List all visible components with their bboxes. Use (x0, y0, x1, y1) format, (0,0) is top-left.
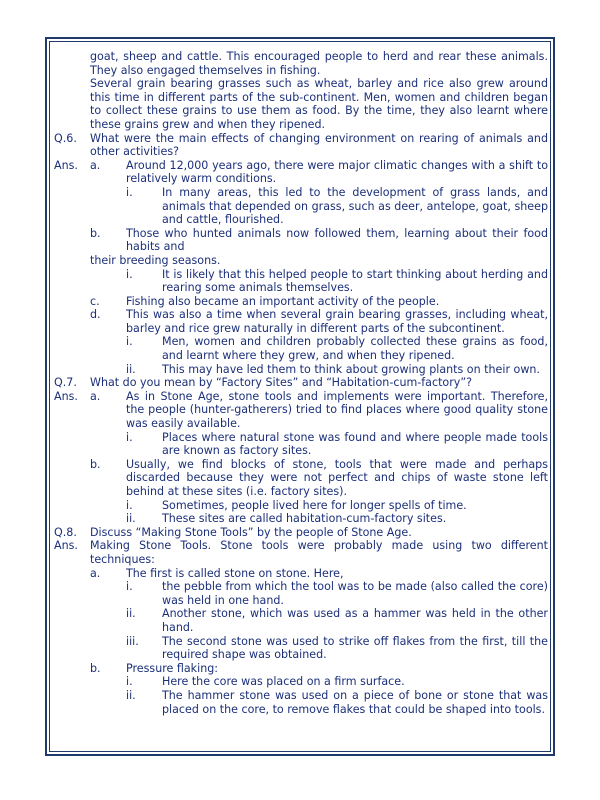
sub-text: In many areas, this led to the development of grass lands, and animals that depended on grass, such as deer, antelope, goat, sheep and cattle, flourished. (162, 185, 548, 227)
answer-label: Ans. (54, 158, 78, 172)
sub-item (54, 363, 548, 377)
question-8 (54, 526, 548, 540)
sub-item (54, 675, 548, 689)
sub-marker: i. (126, 185, 133, 199)
answer-item (54, 662, 548, 676)
answer-label: Ans. (54, 389, 78, 403)
sub-marker: iii. (126, 634, 139, 648)
sub-item (54, 499, 548, 513)
sub-text: The second stone was used to strike off flakes from the first, till the required shape was obtained. (162, 634, 548, 662)
sub-item (54, 607, 548, 634)
item-continuation: their breeding seasons. (90, 253, 221, 267)
sub-text: It is likely that this helped people to start thinking about herding and rearing some animals themselves. (162, 267, 548, 295)
sub-text: Places where natural stone was found and where people made tools are known as factory sites. (162, 430, 548, 458)
question-text: What do you mean by “Factory Sites” and “Habitation-cum-factory”? (90, 376, 472, 390)
question-number: Q.8. (54, 525, 77, 539)
item-text: Fishing also became an important activity of the people. (126, 294, 440, 308)
sub-text: Here the core was placed on a firm surface. (162, 675, 405, 689)
paragraph: goat, sheep and cattle. This encouraged people to herd and rear these animals. They also engaged themselves in fishing. (90, 50, 548, 77)
sub-marker: ii. (126, 607, 136, 621)
item-text: The first is called stone on stone. Here, (126, 566, 344, 580)
sub-text: The hammer stone was used on a piece of bone or stone that was placed on the core, to remove flakes that could be shaped into tools. (162, 688, 548, 716)
answer-item (54, 458, 548, 499)
sub-item (54, 512, 548, 526)
answer-text: Making Stone Tools. Stone tools were probably made using two different techniques: (90, 539, 548, 566)
answer-item (54, 227, 548, 254)
sub-text: These sites are called habitation-cum-factory sites. (162, 512, 447, 526)
item-marker: a. (90, 389, 101, 403)
item-text: Those who hunted animals now followed them, learning about their food habits and (126, 226, 548, 254)
answer-item (54, 308, 548, 335)
item-text: This was also a time when several grain bearing grasses, including wheat, barley and rice grew naturally in different parts of the subcontinent. (126, 308, 548, 335)
item-marker: c. (90, 294, 100, 308)
item-marker: b. (90, 457, 101, 471)
question-number: Q.7. (54, 376, 77, 390)
answer-intro (54, 539, 548, 566)
sub-item (54, 635, 548, 662)
item-text: Pressure flaking: (126, 661, 218, 675)
item-marker: a. (90, 158, 101, 172)
answer-item (54, 159, 548, 186)
sub-text: Sometimes, people lived here for longer spells of time. (162, 498, 467, 512)
answer-label: Ans. (54, 539, 78, 553)
paragraph: Several grain bearing grasses such as wheat, barley and rice also grew around this time in different parts of the sub-continent. Men, women and children began to collect these grains to use them as food. By the time, they also learnt where these grains grew and when they ripened. (90, 77, 548, 131)
sub-marker: i. (126, 267, 133, 281)
answer-item (54, 567, 548, 581)
item-text: As in Stone Age, stone tools and implements were important. Therefore, the people (hunter-gatherers) tried to find places where good quality stone was easily available. (126, 389, 548, 431)
document-body (54, 50, 548, 716)
question-6 (54, 132, 548, 159)
sub-marker: i. (126, 675, 133, 689)
sub-marker: i. (126, 430, 133, 444)
question-7 (54, 376, 548, 390)
sub-item (54, 689, 548, 716)
item-marker: b. (90, 226, 101, 240)
sub-item (54, 268, 548, 295)
sub-marker: ii. (126, 362, 136, 376)
answer-item (54, 295, 548, 309)
item-marker: a. (90, 566, 101, 580)
question-number: Q.6. (54, 131, 77, 145)
sub-marker: i. (126, 335, 133, 349)
question-text: What were the main effects of changing environment on rearing of animals and other activities? (90, 131, 548, 159)
sub-marker: i. (126, 580, 133, 594)
sub-text: This may have led them to think about growing plants on their own. (162, 362, 540, 376)
sub-item (54, 580, 548, 607)
sub-item (54, 335, 548, 362)
item-marker: b. (90, 661, 101, 675)
item-text: Usually, we find blocks of stone, tools that were made and perhaps discarded because they were not perfect and chips of waste stone left behind at these sites (i.e. factory sites). (126, 457, 548, 498)
sub-marker: ii. (126, 512, 136, 526)
item-marker: d. (90, 308, 101, 322)
sub-text: Men, women and children probably collected these grains as food, and learnt where they grew, and when they ripened. (162, 335, 548, 363)
sub-item (54, 431, 548, 458)
sub-marker: i. (126, 498, 133, 512)
sub-text: Another stone, which was used as a hammer was held in the other hand. (162, 607, 548, 634)
sub-marker: ii. (126, 688, 136, 702)
sub-text: the pebble from which the tool was to be made (also called the core) was held in one hand. (162, 580, 548, 607)
sub-item (54, 186, 548, 227)
answer-item (54, 390, 548, 431)
item-text: Around 12,000 years ago, there were major climatic changes with a shift to relatively warm conditions. (126, 158, 548, 186)
question-text: Discuss “Making Stone Tools” by the people of Stone Age. (90, 525, 412, 539)
